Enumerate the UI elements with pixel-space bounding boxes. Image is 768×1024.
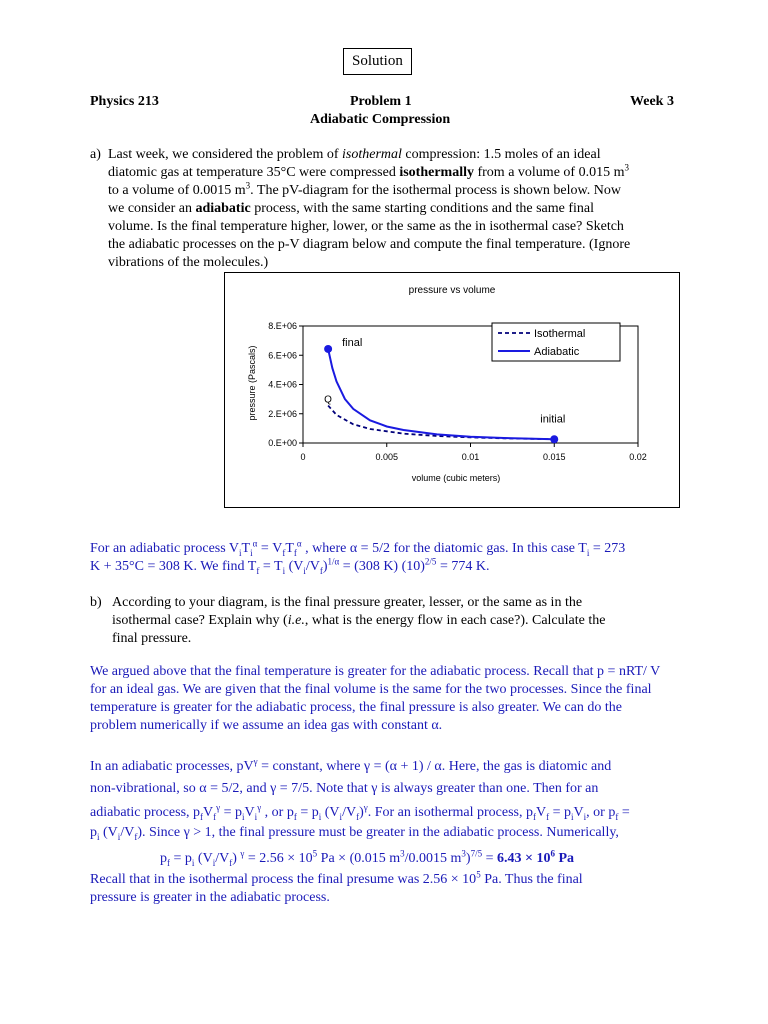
week-label: Week 3 — [630, 94, 674, 109]
annotation-q: Q — [324, 394, 332, 406]
course-name: Physics 213 — [90, 94, 159, 109]
problem-title: Adiabatic Compression — [310, 112, 451, 127]
y-tick-label: 6.E+06 — [268, 350, 297, 361]
part-b-line-1: According to your diagram, is the final pressure greater, lesser, or the same as in the — [112, 595, 583, 610]
problem-number: Problem 1 — [350, 94, 412, 109]
part-b-marker: b) — [90, 595, 102, 610]
x-tick-label: 0.015 — [542, 452, 566, 462]
part-b-line-2: isothermal case? Explain why (i.e., what is the energy flow in each case?). Calculate the — [112, 613, 606, 628]
part-a-line-1: Last week, we considered the problem of isothermal compression: 1.5 moles of an ideal — [108, 147, 601, 162]
answer-b2-line-4: $p_i$ $(V_i/V_f)$. Since γ > 1, the final pressure must be greater in the adiabatic process. Numerically, — [90, 825, 619, 842]
solution-label-box — [343, 48, 412, 75]
part-a-line-3: to a volume of 0.0015 $m^3$. The pV-diagram for the isothermal process is shown below. Now — [108, 180, 621, 198]
y-tick-label: 4.E+06 — [268, 379, 297, 390]
part-a-line-7: vibrations of the molecules.) — [108, 255, 269, 270]
answer-a-line-2: K + 35°C = 308 K. We find $T_f = T_i$ $(V_i/V_f)^{1/\alpha} = (308$ K) $(10)^{2/5} = 774$ K. — [90, 556, 490, 576]
answer-b2-line-2: non-vibrational, so α = 5/2, and γ = 7/5. Note that γ is always greater than one. Then for an — [90, 781, 599, 796]
y-tick-label: 0.E+00 — [268, 438, 297, 448]
x-tick-label: 0.005 — [375, 452, 399, 462]
annotation-final: final — [342, 336, 363, 349]
part-a-marker: a) — [90, 147, 101, 162]
x-tick-label: 0.01 — [461, 452, 480, 462]
legend-isothermal-label: Isothermal — [534, 328, 586, 340]
chart-ylabel: pressure (Pascals) — [247, 345, 257, 421]
chart-xlabel: volume (cubic meters) — [411, 473, 501, 483]
answer-b1-line-3: temperature is greater for the adiabatic process, the final pressure is also greater. We can do the — [90, 700, 622, 715]
pv-chart-svg — [225, 273, 679, 507]
answer-b2-line-1: In an adiabatic processes, $pV^\gamma$ = constant, where γ = (α + 1) / α. Here, the gas is diatomic and — [90, 756, 612, 774]
y-tick-label: 2.E+06 — [268, 408, 297, 419]
point-final — [324, 345, 332, 353]
point-initial — [550, 435, 558, 443]
chart-title: pressure vs volume — [408, 285, 496, 296]
y-tick-label: 8.E+06 — [268, 321, 297, 331]
answer-b1-line-1: We argued above that the final temperature is greater for the adiabatic process. Recall that p = nRT/ V — [90, 664, 661, 679]
solution-label: Solution — [352, 53, 403, 69]
part-a-line-6: the adiabatic processes on the p-V diagram below and compute the final temperature. (Ignore — [108, 237, 631, 252]
part-a-line-2: diatomic gas at temperature 35°C were compressed isothermally from a volume of 0.015 $m^3$ — [108, 162, 629, 180]
answer-b1-line-2: for an ideal gas. We are given that the final volume is the same for the two processes. Since the final — [90, 682, 652, 697]
part-b-line-3: final pressure. — [112, 631, 192, 646]
legend-adiabatic-label: Adiabatic — [534, 346, 580, 358]
pv-chart — [224, 272, 680, 508]
answer-b1-line-4: problem numerically if we assume an idea gas with constant α. — [90, 718, 443, 733]
answer-b2-line-3: adiabatic process, $p_fV_f^\gamma = p_iV_i^\gamma$ , or $p_f = p_i$ $(V_i/V_f)^\gamma$. For an isothermal process, $p_fV_f = p_iV_i$, or $p_f$ = — [90, 802, 630, 822]
x-tick-label: 0.02 — [629, 452, 647, 462]
x-tick-label: 0 — [300, 452, 306, 462]
answer-a-line-1: For an adiabatic process $V_iT_i^\alpha = V_fT_f^\alpha$ , where α = 5/2 for the diatomic gas. In this case $T_i = 273$ — [90, 538, 626, 558]
answer-b2-line-7: pressure is greater in the adiabatic process. — [90, 890, 330, 905]
part-a-line-5: volume. Is the final temperature higher, lower, or the same as the in isothermal case? Sketch — [108, 219, 624, 234]
answer-b2-line-6: Recall that in the isothermal process the final presume was $2.56 \times 10^5$ Pa. Thus the final — [90, 869, 583, 887]
answer-b2-equation: $p_f = p_i$ $(V_i/V_f) ^\gamma = 2.56 \times 10^5$ Pa × (0.015 $m^3/0.0015$ $m^3)^{7/5} = 6.43 \times 10^6$ Pa — [160, 848, 575, 868]
part-a-line-4: we consider an adiabatic process, with the same starting conditions and the same final — [108, 201, 595, 216]
annotation-initial: initial — [540, 413, 566, 426]
